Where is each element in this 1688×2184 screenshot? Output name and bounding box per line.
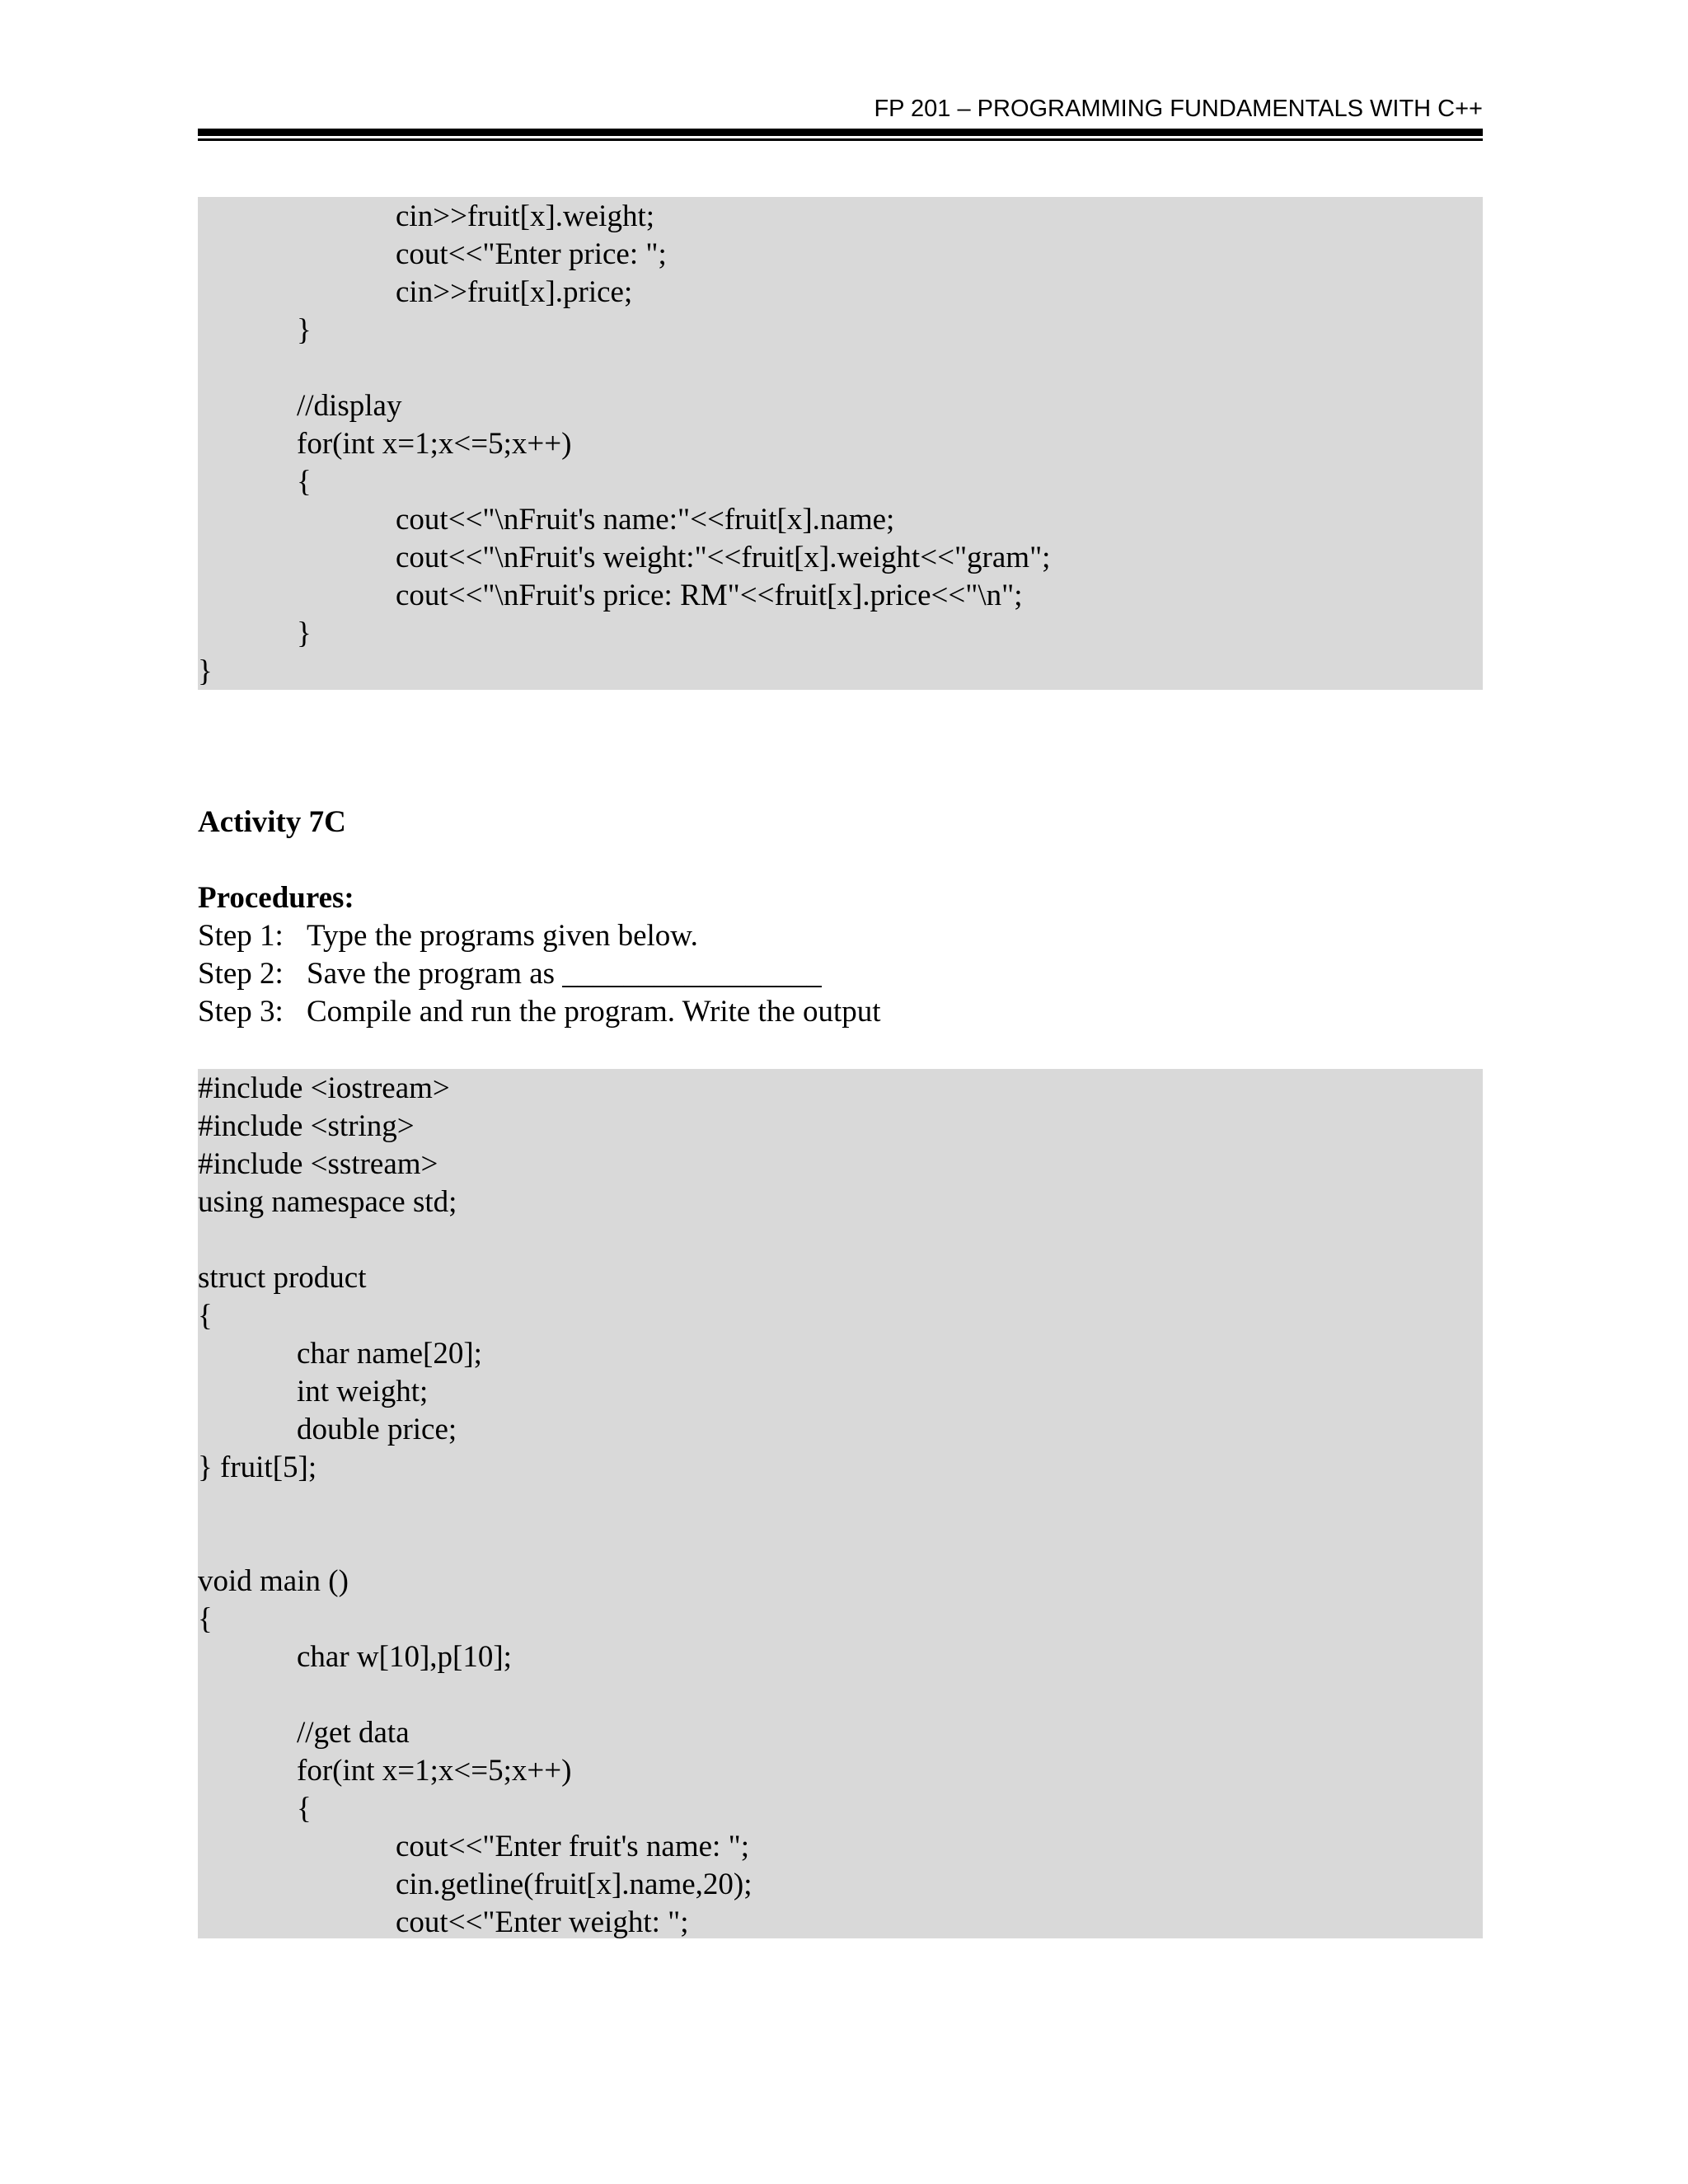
code-line: cout<<"\nFruit's weight:"<<fruit[x].weight<<"gram"; bbox=[396, 541, 1051, 574]
code-line: { bbox=[198, 1299, 213, 1333]
code-block-continued bbox=[198, 197, 1483, 690]
page-header-title: FP 201 – PROGRAMMING FUNDAMENTALS WITH C++ bbox=[874, 96, 1483, 122]
code-line bbox=[198, 1525, 1483, 1563]
code-line: } bbox=[297, 616, 312, 650]
procedures-heading: Procedures: bbox=[198, 881, 354, 915]
step-text: Compile and run the program. Write the output bbox=[307, 995, 881, 1029]
code-line: cin>>fruit[x].price; bbox=[396, 275, 633, 309]
code-line: using namespace std; bbox=[198, 1185, 457, 1219]
code-line: #include <iostream> bbox=[198, 1071, 450, 1105]
code-line bbox=[198, 1676, 1483, 1714]
code-line: cout<<"Enter price: "; bbox=[396, 237, 667, 271]
code-line: cin>>fruit[x].weight; bbox=[396, 199, 655, 233]
code-line: double price; bbox=[297, 1413, 457, 1446]
code-line: cout<<"\nFruit's price: RM"<<fruit[x].price<<"\n"; bbox=[396, 579, 1023, 612]
code-block-program bbox=[198, 1069, 1483, 1938]
code-line: cout<<"\nFruit's name:"<<fruit[x].name; bbox=[396, 503, 895, 537]
step-text: Save the program as _________________ bbox=[307, 957, 822, 991]
code-line bbox=[198, 1487, 1483, 1525]
code-line: struct product bbox=[198, 1261, 367, 1295]
code-line: void main () bbox=[198, 1564, 349, 1598]
procedure-step bbox=[198, 917, 881, 955]
code-line bbox=[198, 1221, 1483, 1259]
code-line: //display bbox=[297, 389, 402, 423]
code-line: #include <string> bbox=[198, 1109, 415, 1143]
code-line: cout<<"Enter weight: "; bbox=[396, 1905, 689, 1939]
code-line: char name[20]; bbox=[297, 1337, 482, 1371]
step-text: Type the programs given below. bbox=[307, 919, 698, 953]
code-line: int weight; bbox=[297, 1375, 429, 1408]
code-line: { bbox=[198, 1602, 213, 1636]
code-line: for(int x=1;x<=5;x++) bbox=[297, 427, 572, 461]
header-rule-thick bbox=[198, 129, 1483, 136]
code-line: //get data bbox=[297, 1716, 410, 1750]
code-line: { bbox=[297, 465, 312, 499]
code-line: } bbox=[198, 654, 213, 688]
code-line: } fruit[5]; bbox=[198, 1451, 317, 1484]
code-line: char w[10],p[10]; bbox=[297, 1640, 512, 1674]
activity-title: Activity 7C bbox=[198, 805, 346, 839]
step-label: Step 3: bbox=[198, 995, 284, 1029]
procedures-section bbox=[198, 879, 881, 1031]
procedure-step bbox=[198, 955, 881, 993]
step-label: Step 1: bbox=[198, 919, 284, 953]
code-line bbox=[198, 349, 1483, 387]
code-line: cout<<"Enter fruit's name: "; bbox=[396, 1830, 749, 1863]
code-line: cin.getline(fruit[x].name,20); bbox=[396, 1868, 753, 1901]
step-label: Step 2: bbox=[198, 957, 284, 991]
code-line: #include <sstream> bbox=[198, 1147, 438, 1181]
code-line: for(int x=1;x<=5;x++) bbox=[297, 1754, 572, 1788]
header-rule-thin bbox=[198, 138, 1483, 141]
code-line: { bbox=[297, 1792, 312, 1825]
procedure-step bbox=[198, 993, 881, 1031]
code-line: } bbox=[297, 313, 312, 347]
